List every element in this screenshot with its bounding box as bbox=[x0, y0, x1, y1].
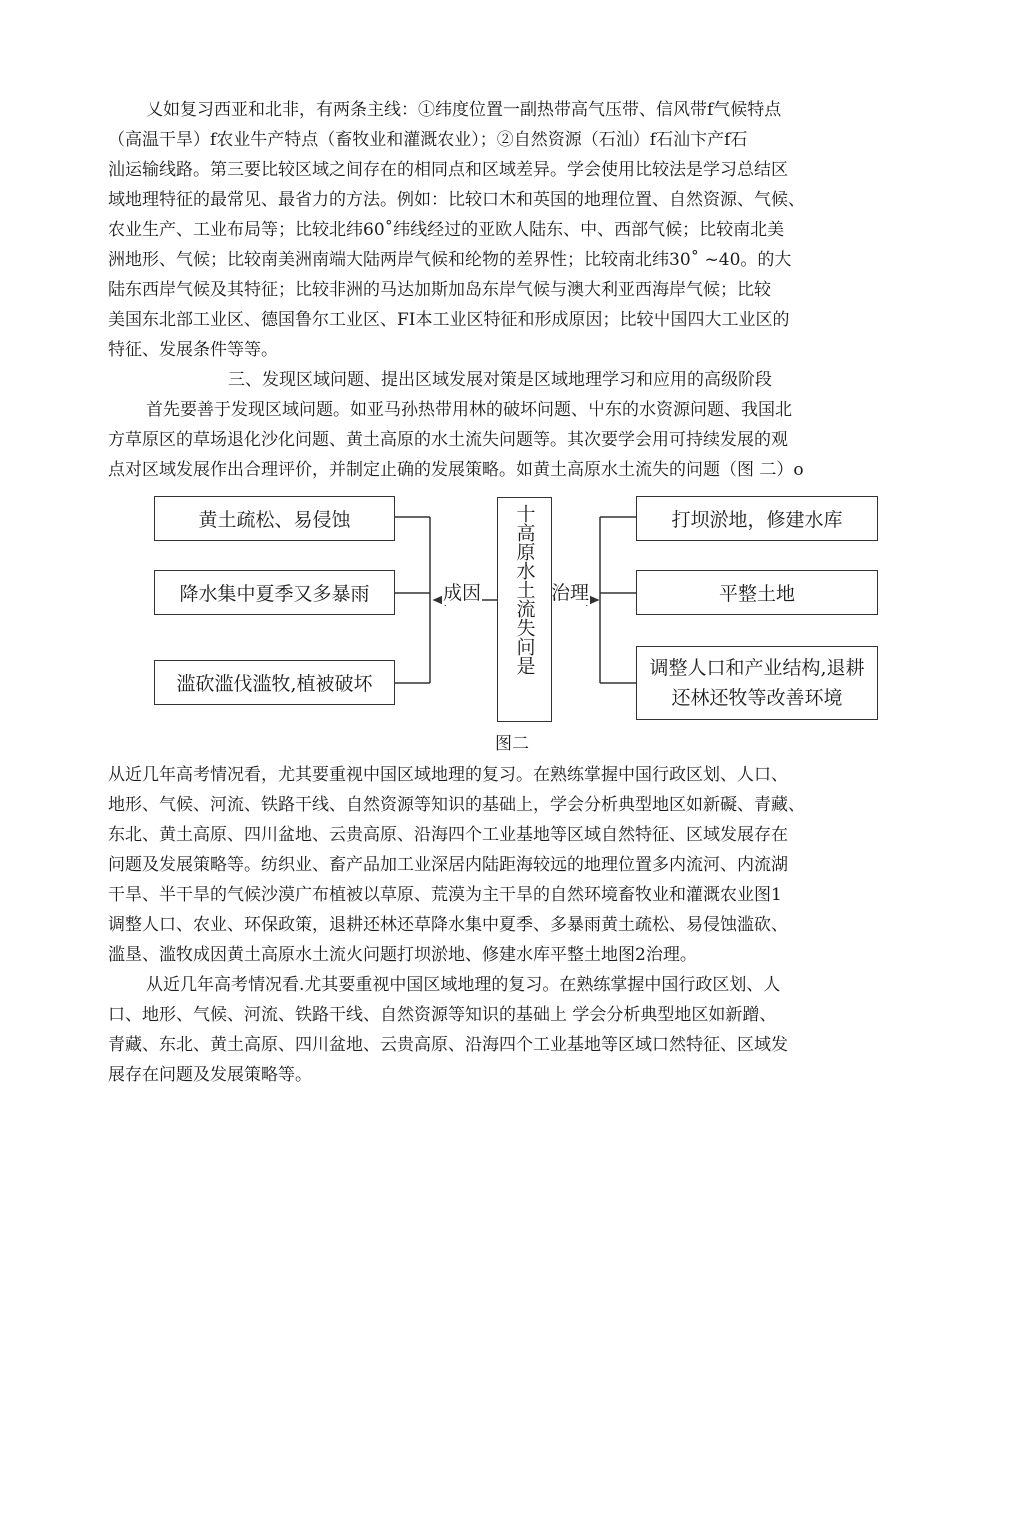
text-line: 从近几年高考情况看，尤其要重视中国区域地理的复习。在熟练掌握中国行政区划、人口、 bbox=[108, 765, 788, 785]
text-line: 从近几年高考情况看.尤其要重视中国区域地理的复习。在熟练掌握中国行政区划、人 bbox=[146, 975, 781, 995]
text-line: 乂如复习西亚和北非，有两条主线：①纬度位置一副热带高气压带、信风带f气候特点 bbox=[146, 100, 782, 120]
figure-caption: 图二 bbox=[495, 734, 529, 754]
text-line: 展存在问题及发展策略等。 bbox=[108, 1065, 312, 1085]
text-line: 洲地形、气候；比较南美洲南端大陆两岸气候和纶物的差界性；比较南北纬30˚ ~40。的大 bbox=[108, 250, 792, 270]
cause-box-deforestation: 滥砍滥伐滥牧,植被破坏 bbox=[154, 660, 395, 705]
text-line: 地形、气候、河流、铁路干线、自然资源等知识的基础上，学会分析典型地区如新礙、青藏、 bbox=[108, 795, 805, 815]
cause-box-loose-soil: 黄土疏松、易侵蚀 bbox=[154, 496, 395, 541]
text-line: 特征、发展条件等等。 bbox=[108, 340, 278, 360]
cause-box-summer-rain: 降水集中夏季又多暴雨 bbox=[154, 570, 395, 615]
text-line: 农业生产、工业布局等；比较北纬60˚纬线经过的亚欧人陆东、中、西部气候；比较南北美 bbox=[108, 220, 785, 240]
text-line: 干旱、半干旱的气候沙漠广布植被以草原、荒漠为主干旱的自然环境畜牧业和灌溉农业图1 bbox=[108, 885, 782, 905]
text-line: 陆东西岸气候及其特征；比较非洲的马达加斯加岛东岸气候与澳大利亚西海岸气候；比较 bbox=[108, 280, 771, 300]
text-line: 点对区域发展作出合理评价，并制定止确的发展策略。如黄土高原水土流失的问题（图 二）o bbox=[108, 460, 804, 480]
treatment-box-level-land: 平整土地 bbox=[636, 570, 878, 615]
text-line: 滥垦、滥牧成因黄土高原水土流火问题打坝淤地、修建水库平整土地图2治理。 bbox=[108, 945, 697, 965]
text-line: 美国东北部工业区、德国鲁尔工业区、FI本工业区特征和形成原因；比较屮国四大工业区的 bbox=[108, 310, 790, 330]
text-line: 汕运输线路。第三要比较区域之间存在的相同点和区域差异。学会使用比较法是学习总结区 bbox=[108, 160, 788, 180]
treatment-box-restructure: 调整人口和产业结构,退耕还林还牧等改善环境 bbox=[636, 646, 878, 720]
treatment-label: 治理 bbox=[550, 578, 590, 605]
text-line: 首先要善于发现区域问题。如亚马孙热带用林的破坏问题、屮东的水资源问题、我国北 bbox=[146, 400, 792, 420]
central-problem-text: 十高原水土流失问是 bbox=[513, 504, 536, 675]
text-line: 青藏、东北、黄土高原、四川盆地、云贵高原、沿海四个工业基地等区域口然特征、区域发 bbox=[108, 1035, 788, 1055]
text-line: 调整人口、农业、环保政策，退耕还林还草降水集中夏季、多暴雨黄土疏松、易侵蚀滥砍、 bbox=[108, 915, 788, 935]
text-line: 口、地形、气候、河流、铁路干线、自然资源等知识的基础上 学会分析典型地区如新蹭、 bbox=[108, 1005, 777, 1025]
text-line: 方草原区的草场退化沙化问题、黄土高原的水土流失问题等。其次要学会用可持续发展的观 bbox=[108, 430, 788, 450]
central-problem-box bbox=[497, 497, 552, 722]
text-line: （高温干旱）f农业牛产特点（畜牧业和灌溉农业）；②自然资源（石汕）f石汕卞产f石 bbox=[108, 130, 748, 150]
causes-label: 成因 bbox=[442, 578, 482, 605]
treatment-box-dams: 打坝淤地，修建水库 bbox=[636, 496, 878, 541]
section-heading: 三、发现区域问题、提出区域发展对策是区域地理学习和应用的高级阶段 bbox=[228, 370, 772, 390]
text-line: 域地理特征的最常见、最省力的方法。例如：比较口木和英国的地理位置、自然资源、气候、 bbox=[108, 190, 805, 210]
text-line: 问题及发展策略等。纺织业、畜产品加工业深居内陆距海较远的地理位置多内流河、内流湖 bbox=[108, 855, 788, 875]
text-line: 东北、黄土高原、四川盆地、云贵高原、沿海四个工业基地等区域自然特征、区域发展存在 bbox=[108, 825, 788, 845]
